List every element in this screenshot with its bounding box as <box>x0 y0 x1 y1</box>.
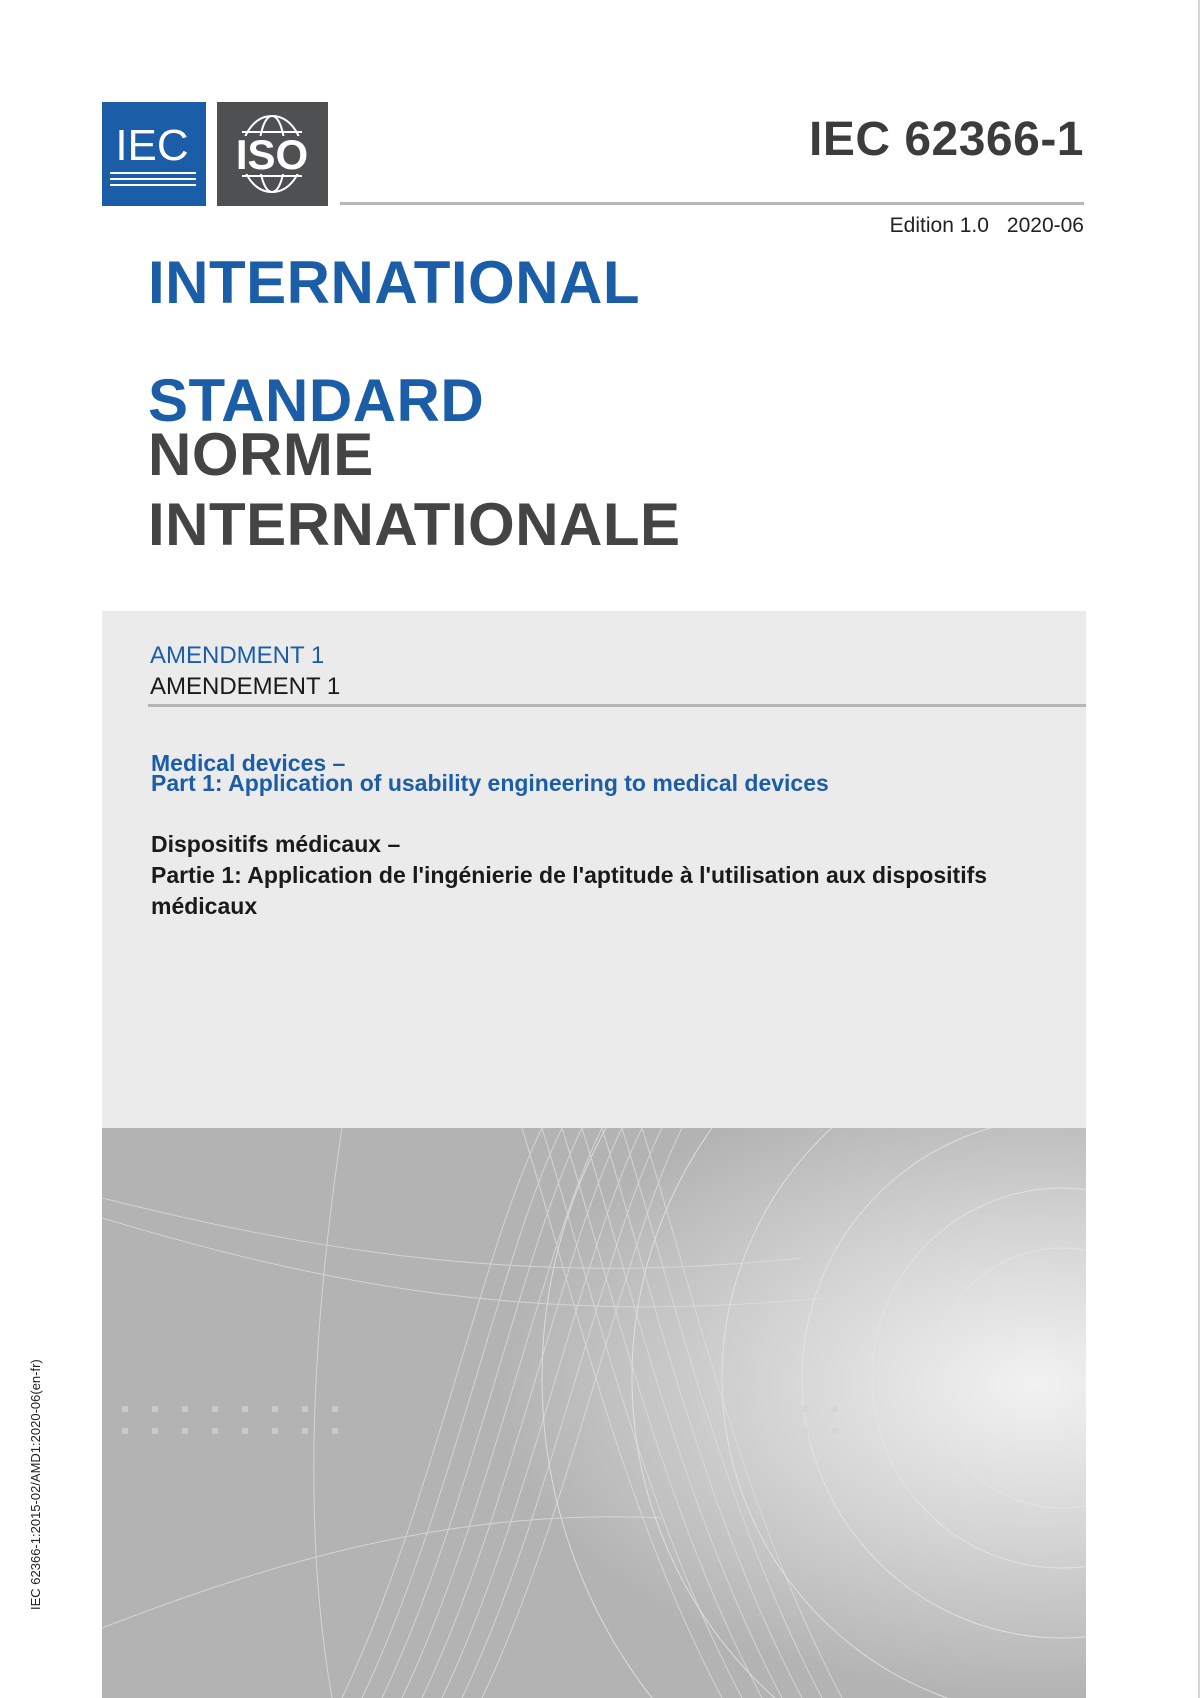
french-title-line2: Partie 1: Application de l'ingénierie de l'aptitude à l'utilisation aux dispositifs <box>151 862 988 888</box>
edition-date: 2020-06 <box>1006 214 1084 237</box>
iso-logo <box>217 102 328 206</box>
iec-logo-text: IEC <box>115 121 189 170</box>
english-title-line1: Medical devices – <box>151 750 346 776</box>
edition-label: Edition 1.0 <box>889 214 989 237</box>
amendment-en: AMENDMENT 1 <box>150 642 325 669</box>
amendment-divider <box>148 704 1086 707</box>
amendment-fr: AMENDEMENT 1 <box>150 673 341 700</box>
title-international: INTERNATIONAL <box>148 249 641 316</box>
iec-logo <box>102 102 206 206</box>
wave-artwork-graphic <box>102 1128 1086 1698</box>
french-title <box>151 829 1051 922</box>
title-internationale: INTERNATIONALE <box>148 491 681 558</box>
iso-logo-graphic <box>217 102 328 206</box>
document-id: IEC 62366-1 <box>808 113 1084 166</box>
english-title-line2: Part 1: Application of usability engineering to medical devices <box>151 770 829 796</box>
french-title-line1: Dispositifs médicaux – <box>151 831 401 857</box>
title-standard: STANDARD <box>148 367 485 434</box>
iec-logo-graphic <box>102 102 206 206</box>
header-divider <box>340 202 1084 205</box>
side-reference: IEC 62366-1:2015-02/AMD1:2020-06(en-fr) <box>28 1359 43 1610</box>
title-norme: NORME <box>148 421 374 488</box>
cover-artwork <box>102 1128 1086 1698</box>
french-title-line3: médicaux <box>151 893 258 919</box>
iso-logo-text: ISO <box>235 131 309 178</box>
edition-line <box>890 214 1084 238</box>
